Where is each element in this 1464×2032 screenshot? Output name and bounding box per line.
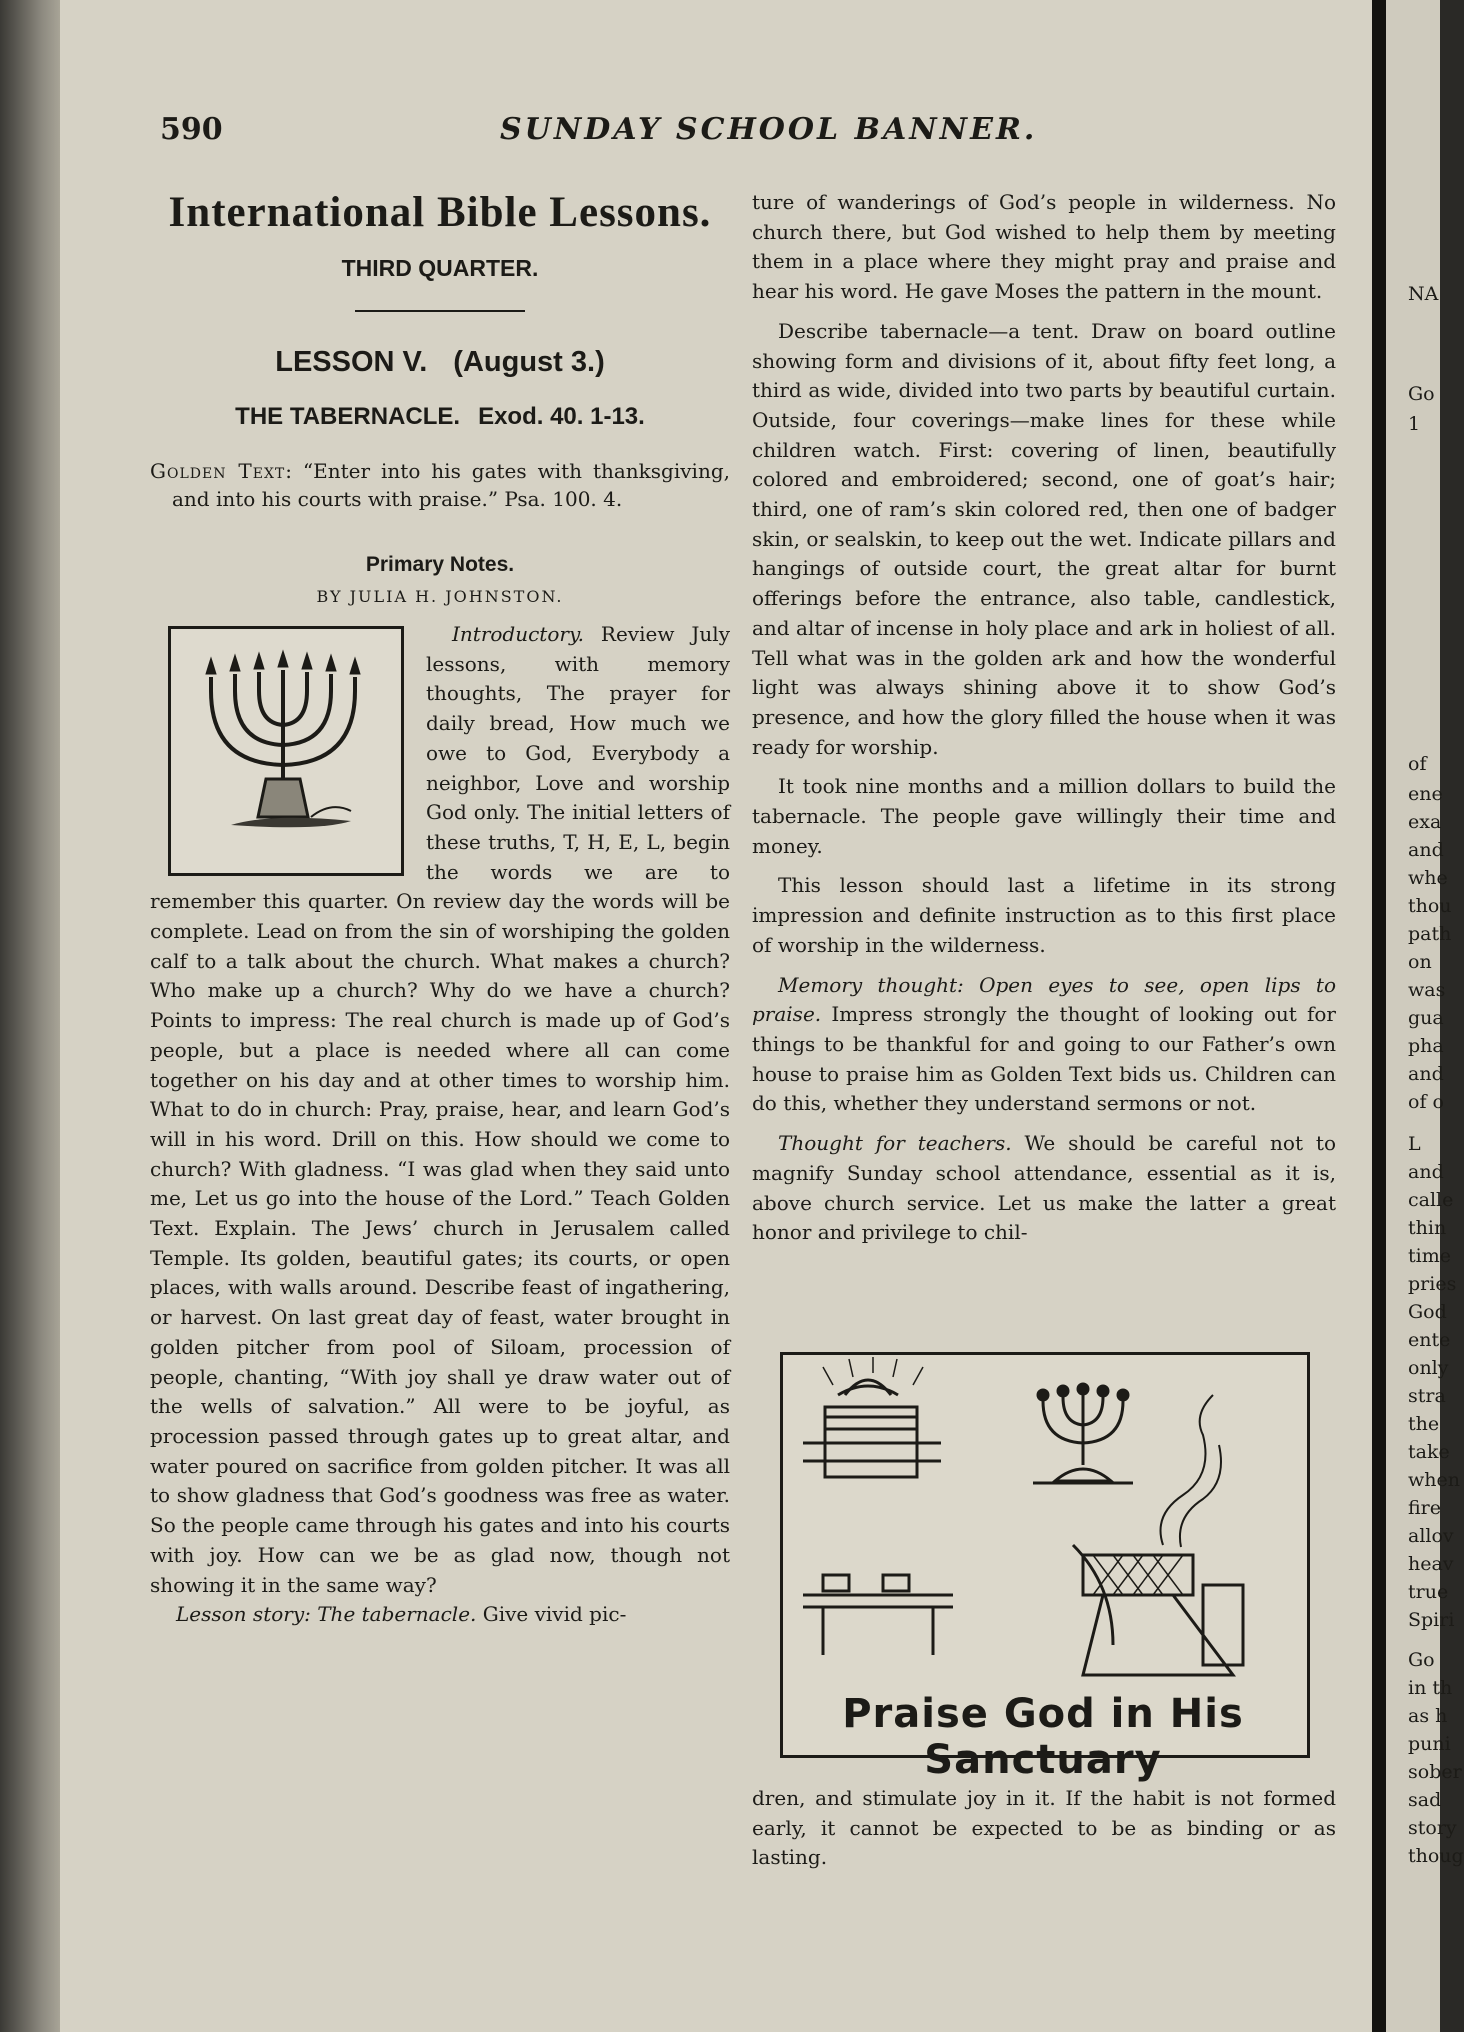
next-page-edge	[1386, 0, 1464, 2032]
next-page-fragment: and	[1408, 1161, 1444, 1183]
ark-icon	[803, 1357, 941, 1477]
lesson-story-paragraph	[150, 1600, 730, 1630]
candlestick-icon	[1033, 1384, 1133, 1483]
next-page-fragment: NA	[1408, 283, 1439, 305]
paragraph-cost: It took nine months and a million dollars to build the tabernacle. The people gave willingly their time and money.	[752, 774, 1336, 858]
altar-icon	[1073, 1395, 1243, 1675]
next-page-fragment: calle	[1408, 1189, 1454, 1211]
candlestick-illustration	[168, 626, 404, 876]
lesson-story-label: Lesson story: The tabernacle.	[176, 1602, 477, 1627]
lesson-heading	[150, 346, 730, 379]
next-page-fragment: God	[1408, 1301, 1447, 1323]
paragraph-describe-tabernacle: Describe tabernacle—a tent. Draw on board outline showing form and divisions of it, about fifty feet long, a third as wide, divided into two parts by beautiful curtain. Outside, four coverings—make lines for these while children watch. First: covering of linen, beautifully colored and embroidered; second, one of goat’s hair; third, one of ram’s skin colored red, then one of badger skin, or sealskin, to keep out the wet. Indicate pillars and hangings of outside court, the great altar for burnt offerings before the entrance, also table, candlestick, and altar of incense in holy place and ark in holiest of all. Tell what was in the golden ark and how the wonderful light was always shining above it to show God’s presence, and how the glory filled the house when it was ready for worship.	[752, 318, 1336, 759]
page-gutter	[1372, 0, 1386, 2032]
next-page-fragment: sober	[1408, 1761, 1462, 1783]
next-page-fragment: true	[1408, 1581, 1449, 1603]
next-page-fragment: gua	[1408, 1007, 1444, 1029]
next-page-fragment: pries	[1408, 1273, 1457, 1295]
next-page-fragment: Spiri	[1408, 1609, 1455, 1631]
next-page-fragment: the	[1408, 1413, 1440, 1435]
introductory-label: Introductory.	[452, 622, 584, 646]
quarter-heading: THIRD QUARTER.	[341, 255, 539, 281]
running-title: SUNDAY SCHOOL BANNER.	[500, 112, 1038, 147]
book-binding-edge	[0, 0, 60, 2032]
next-page-fragment: heav	[1408, 1553, 1454, 1575]
next-page-fragment: stra	[1408, 1385, 1446, 1407]
memory-thought-label: Memory thought: Open eyes to see, open lips to praise.	[752, 972, 1336, 1027]
next-page-fragment: time	[1408, 1245, 1451, 1267]
lesson-story-text: Give vivid pic-	[476, 1602, 627, 1627]
next-page-fragment: pha	[1408, 1035, 1444, 1057]
paragraph-memory-thought	[752, 971, 1336, 1120]
next-page-fragment: path	[1408, 923, 1452, 945]
right-column-continued	[752, 1784, 1336, 1873]
lesson-date: (August 3.)	[453, 346, 605, 378]
paragraph-teachers	[752, 1129, 1336, 1248]
next-page-fragment: ente	[1408, 1329, 1451, 1351]
next-page-fragment: thin	[1408, 1217, 1447, 1239]
next-page-fragment: and	[1408, 1063, 1444, 1085]
next-page-fragment: of	[1408, 753, 1427, 775]
scripture-reference: Exod. 40. 1-13.	[478, 403, 645, 430]
next-page-fragment: thoug	[1408, 1845, 1464, 1867]
paragraph-wanderings: ture of wanderings of God’s people in wilderness. No church there, but God wished to help them by meeting them in a place where they might pray and praise and hear his word. He gave Moses the pattern in the mount.	[752, 190, 1336, 304]
table-icon	[803, 1575, 953, 1655]
next-page-fragment: sad	[1408, 1789, 1442, 1811]
paragraph-children-joy: dren, and stimulate joy in it. If the habit is not formed early, it cannot be expected to be as binding or as lasting.	[752, 1786, 1336, 1870]
sanctuary-illustration	[780, 1352, 1310, 1783]
left-column	[150, 188, 730, 1630]
next-page-fragment: thou	[1408, 895, 1452, 917]
teachers-label: Thought for teachers.	[778, 1131, 1012, 1156]
next-page-fragment: take	[1408, 1441, 1450, 1463]
running-header	[160, 112, 1340, 162]
next-page-fragment: of o	[1408, 1091, 1444, 1113]
next-page-fragment: Go	[1408, 383, 1435, 405]
notes-title: Primary Notes.	[365, 553, 515, 576]
lesson-subject	[150, 403, 730, 431]
menorah-icon	[171, 629, 401, 873]
next-page-fragment: allov	[1408, 1525, 1454, 1547]
golden-text-body: : “Enter into his gates with thanksgiving, and into his courts with praise.” Psa. 100. 4.	[172, 459, 730, 511]
golden-text	[150, 457, 730, 513]
memory-thought-text: Impress strongly the thought of looking out for things to be thankful for and going to our Father’s own house to praise him as Golden Text bids us. Children can do this, whether they understand sermons or not.	[752, 1002, 1336, 1116]
byline: BY JULIA H. JOHNSTON.	[316, 587, 564, 606]
next-page-fragment: on	[1408, 951, 1432, 973]
next-page-fragment: 1	[1408, 413, 1421, 435]
next-page-fragment: was	[1408, 979, 1446, 1001]
paragraph-lifetime: This lesson should last a lifetime in its strong impression and definite instruction as to this first place of worship in the wilderness.	[752, 873, 1336, 957]
next-page-fragment: exa	[1408, 811, 1442, 833]
golden-text-label: Golden Text	[150, 459, 286, 483]
lesson-number: LESSON V.	[275, 346, 428, 378]
next-page-fragment: fire	[1408, 1497, 1441, 1519]
next-page-fragment: and	[1408, 839, 1444, 861]
next-page-fragment: whe	[1408, 867, 1448, 889]
next-page-fragment: in th	[1408, 1677, 1453, 1699]
next-page-fragment: ene	[1408, 783, 1443, 805]
next-page-fragment: only	[1408, 1357, 1449, 1379]
section-title: International Bible Lessons.	[168, 189, 712, 236]
next-page-fragment: as h	[1408, 1705, 1448, 1727]
introductory-text: Review July lessons, with memory thoughts, The prayer for daily bread, How much we owe to God, Everybody a neighbor, Love and worship God only. The initial letters of these truths, T, H, E, L, begin the words we are to remember this quarter. On review day the words will be complete. Lead on from the sin of worshiping the golden calf to a talk about the church. What makes a church? Who make up a church? Why do we have a church? Points to impress: The real church is made up of God’s people, but a place is needed where all can come together on his day and at other times to worship him. What to do in church: Pray, praise, hear, and learn God’s will in his word. Drill on this. How should we come to church? With gladness. “I was glad when they said unto me, Let us go into the house of the Lord.” Teach Golden Text. Explain. The Jews’ church in Jerusalem called Temple. Its golden, beautiful gates; its courts, or open places, with walls around. Describe feast of ingathering, or harvest. On last great day of feast, water brought in golden pitcher from pool of Siloam, procession of people, chanting, “With joy shall ye draw water out of the wells of salvation.” All were to be joyful, as procession passed through gates up to great altar, and water poured on sacrifice from golden pitcher. It was all to show gladness that God’s goodness was free as water. So the people came through his gates and into his courts with joy. How can we be as glad now, though not showing it in the same way?	[150, 622, 730, 1597]
right-column	[752, 188, 1336, 1258]
teachers-text: We should be careful not to magnify Sunday school attendance, essential as it is, above church service. Let us make the latter a great honor and privilege to chil-	[752, 1131, 1336, 1245]
subject-title: THE TABERNACLE.	[235, 403, 461, 430]
illustration-caption: Praise God in His Sanctuary	[842, 1691, 1244, 1783]
next-page-fragment: story	[1408, 1817, 1457, 1839]
next-page-fragment: L	[1408, 1133, 1421, 1155]
next-page-fragment: puni	[1408, 1733, 1451, 1755]
page-number: 590	[160, 112, 223, 147]
next-page-fragment: when	[1408, 1469, 1460, 1491]
divider-rule	[355, 310, 525, 312]
next-page-fragment: Go	[1408, 1649, 1435, 1671]
